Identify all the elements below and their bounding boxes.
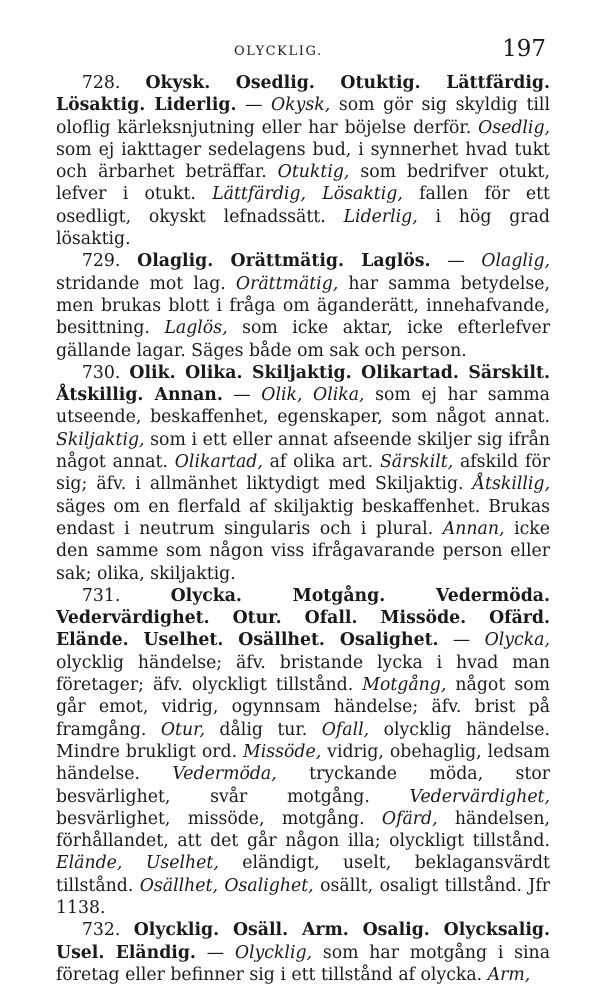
entry-term: Vedermöda, — [172, 764, 277, 785]
entry-text: dålig tur. — [204, 719, 322, 740]
entry-text: osällt, osaligt tillstånd. Jfr 1138. — [56, 875, 550, 918]
entry-text: — — [430, 251, 482, 272]
entry-text: besvärlighet, missöde, motgång. — [56, 808, 382, 829]
entry-text: eländigt, uselt, beklagansvärdt tillstånd. — [56, 853, 550, 896]
entry-term: Okysk, — [271, 95, 331, 116]
entry-term: Liderlig, — [343, 206, 418, 227]
entry-term: Särskilt, — [379, 452, 454, 473]
entry-term: Ofärd, — [381, 808, 438, 829]
entry-text: har samma betydelse, men brukas blott i fråga om äganderätt, innehafvande, besittning. — [56, 273, 550, 339]
entry-headwords: Olaglig. Orättmätig. Laglös. — [137, 251, 431, 272]
entry-text: som gör sig skyldig till oloflig kärleksnjutning eller har böjelse derför. — [56, 95, 550, 138]
entry-term: Laglös, — [164, 318, 228, 339]
entry-term: Motgång, — [362, 675, 447, 696]
entry-text: som ej har samma utseende, beskaffenhet, egenskaper, som något annat. — [56, 385, 550, 428]
entry-text: — — [236, 95, 272, 116]
entry-text: som i ett eller annat afseende skiljer sig ifrån något annat. — [56, 429, 550, 473]
entry-text: som icke aktar, icke efterlefver gällande lagar. Säges både om sak och person. — [56, 318, 550, 361]
entry-text: afskild för sig; äfv. i allmänhet liktydigt med Skiljaktig. — [56, 452, 551, 495]
entry-term: Åtskillig, — [472, 474, 550, 495]
entry-number: 730. — [81, 362, 121, 383]
entry-headwords: Olik. Olika. Skiljaktig. Olikartad. Särskilt. Åtskillig. Annan. — [56, 362, 550, 406]
entry-text: vidrig, obehaglig, ledsam händelse. — [56, 741, 550, 785]
entry-term: Lättfärdig, Lösaktig, — [212, 184, 403, 205]
entry-text: tryckande möda, stor besvärlighet, svår motgång. — [56, 764, 550, 807]
entry-number: 729. — [81, 251, 121, 272]
page-number: 197 — [502, 36, 546, 62]
entry-text: icke den samme som någon viss ifrågavarande person eller sak; olika, skiljaktig. — [56, 518, 550, 584]
page-header — [56, 36, 546, 64]
entry-term: Orättmätig, — [235, 273, 339, 294]
entry-headwords: Olycklig. Osäll. Arm. Osalig. Olycksalig. Usel. Eländig. — [56, 920, 550, 963]
entry-term: Olycka, — [484, 630, 550, 651]
entry-term: Elände, Uselhet, — [56, 853, 219, 874]
entry-text: olycklig händelse; äfv. bristande lycka i hvad man företager; äfv. olyckligt tillstånd. — [56, 652, 550, 696]
entry-term: Olikartad, — [174, 452, 263, 473]
dictionary-entry — [56, 250, 550, 361]
dictionary-entry — [56, 362, 550, 585]
entry-text: — — [222, 385, 262, 406]
entry-term: Skiljaktig, — [56, 429, 145, 450]
entry-text: stridande mot lag. — [56, 273, 236, 294]
entry-text: säges om en flerfald af skiljaktig beskaffenhet. Brukas endast i neutrum singularis och i plural. — [56, 496, 550, 539]
entry-text: af olika art. — [262, 452, 380, 473]
entry-text: — — [438, 630, 485, 651]
entry-term: Osällhet, Osalighet, — [139, 875, 314, 896]
entry-text: olycklig händelse. Mindre brukligt ord. — [56, 719, 550, 762]
entry-term: Annan, — [442, 518, 505, 539]
entry-term: Vedervärdighet, — [409, 786, 550, 807]
entry-headwords: Okysk. Osedlig. Otuktig. Lättfärdig. Lösaktig. Liderlig. — [56, 73, 550, 116]
entry-term: Olaglig, — [481, 251, 550, 272]
entry-term: Otuktig, — [277, 162, 350, 183]
entry-term: Missöde, — [243, 741, 322, 762]
entry-term: Osedlig, — [478, 117, 550, 138]
entry-number: 732. — [81, 920, 121, 941]
entry-text: händelsen, förhållandet, att det går någon illa; olyckligt tillstånd. — [56, 808, 551, 852]
entry-text: som ej iakttager sedelagens bud, i synnerhet hvad tukt och ärbarhet beträffar. — [56, 139, 550, 183]
entry-term: Arm, — [487, 964, 531, 985]
dictionary-entry — [56, 919, 550, 986]
dictionary-entry — [56, 72, 550, 250]
entry-text: i hög grad lösaktig. — [56, 206, 550, 250]
running-head: OLYCKLIG. — [234, 44, 323, 59]
dictionary-entry — [56, 585, 550, 919]
entry-text: något som går emot, vidrig, ogynnsam händelse; äfv. brist på framgång. — [56, 675, 550, 740]
entry-term: Otur, — [160, 719, 205, 740]
entry-term: Olycklig, — [234, 942, 313, 963]
entry-text: fallen för ett osedligt, okyskt lefnadssätt. — [56, 184, 550, 227]
entry-text: som bedrifver otukt, lefver i otukt. — [56, 162, 550, 205]
entry-headwords: Olycka. Motgång. Vedermöda. Vedervärdighet. Otur. Ofall. Missöde. Ofärd. Elände. Uselhet. Osällhet. Osalighet. — [56, 585, 551, 651]
entry-text: — — [195, 942, 235, 963]
entry-term: Olik, Olika, — [261, 385, 365, 406]
entry-text: som har motgång i sina företag eller befinner sig i ett tillstånd af olycka. — [56, 942, 550, 985]
dictionary-entries — [56, 72, 550, 986]
entry-term: Ofall, — [321, 719, 370, 740]
entry-number: 728. — [81, 73, 121, 93]
entry-number: 731. — [81, 585, 121, 606]
